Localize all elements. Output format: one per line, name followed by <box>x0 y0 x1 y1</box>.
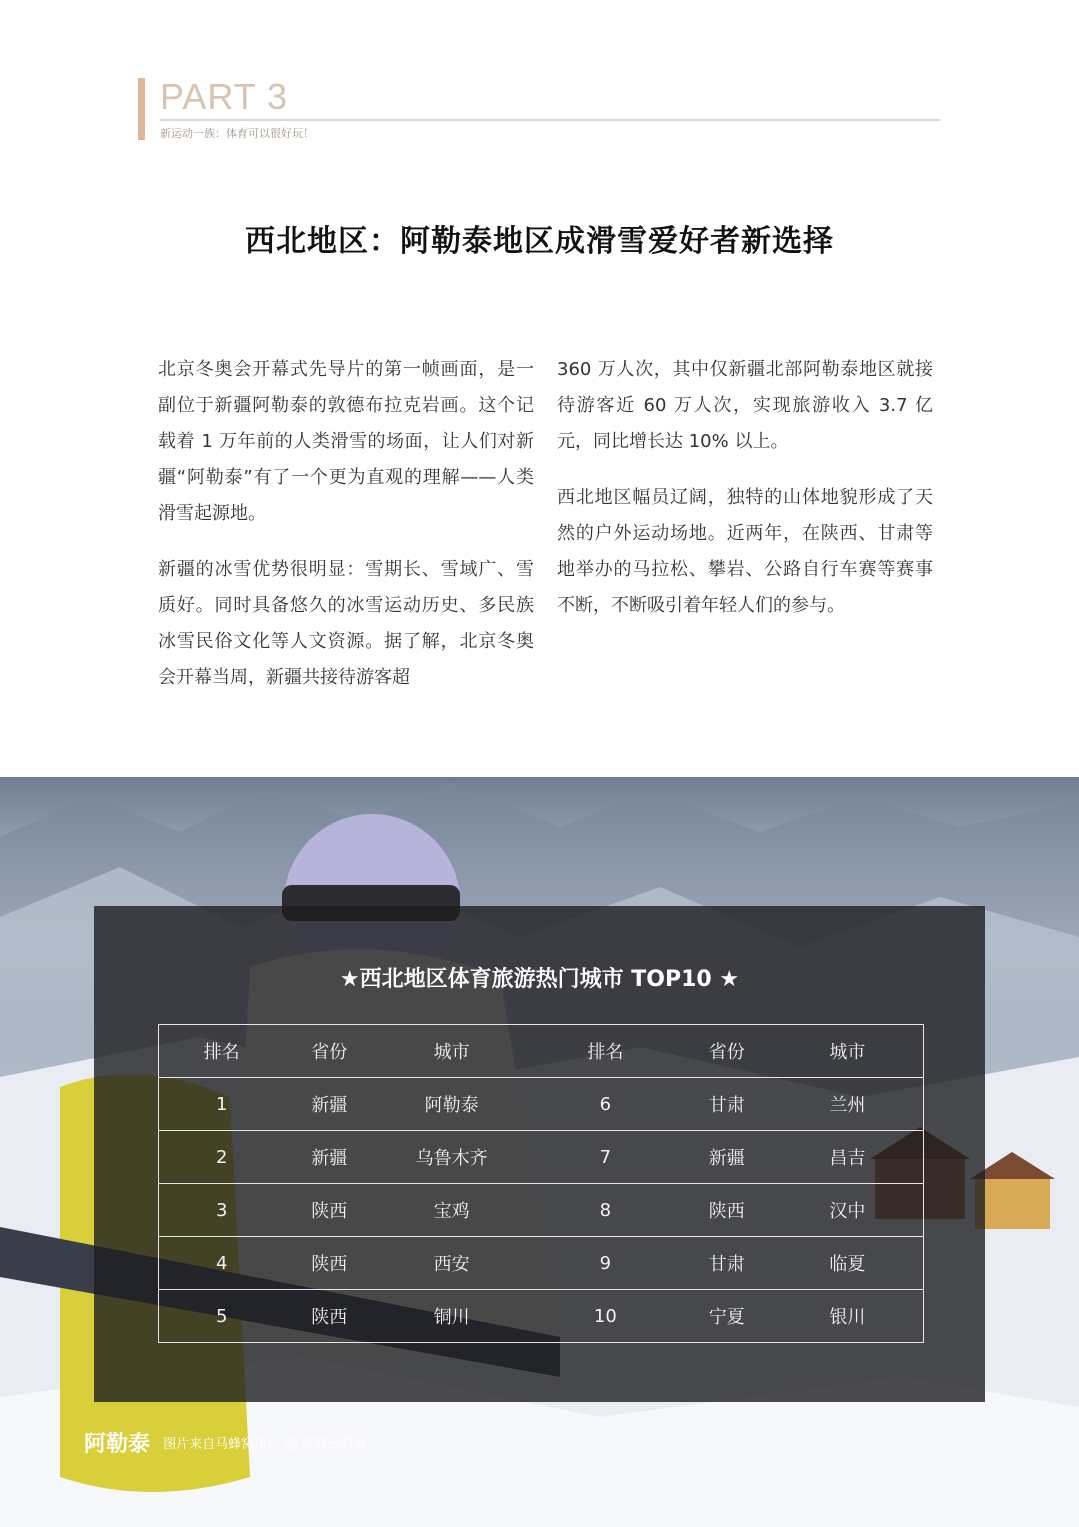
table-cell: 陕西 <box>284 1237 374 1290</box>
paragraph: 新疆的冰雪优势很明显：雪期长、雪域广、雪质好。同时具备悠久的冰雪运动历史、多民族冰雪民俗文化等人文资源。据了解，北京冬奥会开幕当周，新疆共接待游客超 <box>158 559 534 688</box>
table-cell: 临夏 <box>772 1237 924 1290</box>
table-cell: 兰州 <box>772 1078 924 1131</box>
ranking-table <box>158 1024 924 1343</box>
table-cell: 银川 <box>772 1290 924 1343</box>
text-column-right <box>557 352 933 644</box>
section-header <box>138 78 940 140</box>
table-cell: 陕西 <box>284 1184 374 1237</box>
paragraph: 360 万人次，其中仅新疆北部阿勒泰地区就接待游客近 60 万人次，实现旅游收入 3.7 亿元，同比增长达 10% 以上。 <box>557 359 933 452</box>
table-cell: 铜川 <box>374 1290 529 1343</box>
article-title: 西北地区：阿勒泰地区成滑雪爱好者新选择 <box>245 224 834 259</box>
table-cell: 昌吉 <box>772 1131 924 1184</box>
ranking-title: ★西北地区体育旅游热门城市 TOP10 ★ <box>339 967 740 992</box>
caption-credit: 图片来自马蜂窝用户 @ 骑猫去看海 <box>163 1437 367 1452</box>
table-cell: 宁夏 <box>682 1290 772 1343</box>
table-cell: 新疆 <box>682 1131 772 1184</box>
table-cell: 新疆 <box>284 1078 374 1131</box>
table-cell: 甘肃 <box>682 1078 772 1131</box>
table-cell: 1 <box>159 1078 285 1131</box>
table-cell: 甘肃 <box>682 1237 772 1290</box>
snow-mountain-photo <box>0 777 1079 1527</box>
column-header: 城市 <box>772 1025 924 1078</box>
table-cell: 陕西 <box>284 1290 374 1343</box>
text-column-left <box>158 352 534 716</box>
table-cell: 汉中 <box>772 1184 924 1237</box>
table-row <box>159 1131 924 1184</box>
table-header-row <box>159 1025 924 1078</box>
table-cell: 新疆 <box>284 1131 374 1184</box>
caption-place: 阿勒泰 <box>84 1432 151 1457</box>
table-row <box>159 1237 924 1290</box>
paragraph: 西北地区幅员辽阔，独特的山体地貌形成了天然的户外运动场地。近两年，在陕西、甘肃等地举办的马拉松、攀岩、公路自行车赛等赛事不断，不断吸引着年轻人们的参与。 <box>557 487 933 616</box>
table-cell: 2 <box>159 1131 285 1184</box>
photo-caption <box>84 1427 366 1458</box>
table-cell: 阿勒泰 <box>374 1078 529 1131</box>
ranking-panel <box>94 906 985 1402</box>
table-cell: 6 <box>529 1078 682 1131</box>
column-header: 城市 <box>374 1025 529 1078</box>
table-row <box>159 1184 924 1237</box>
part-label: PART 3 <box>160 76 289 117</box>
table-cell: 8 <box>529 1184 682 1237</box>
paragraph: 北京冬奥会开幕式先导片的第一帧画面，是一副位于新疆阿勒泰的敦德布拉克岩画。这个记载着 1 万年前的人类滑雪的场面，让人们对新疆“阿勒泰”有了一个更为直观的理解——人类滑雪起源地。 <box>158 359 534 524</box>
column-header: 排名 <box>159 1025 285 1078</box>
column-header: 省份 <box>284 1025 374 1078</box>
column-header: 省份 <box>682 1025 772 1078</box>
table-row <box>159 1078 924 1131</box>
part-subtitle: 新运动一族：体育可以很好玩！ <box>160 127 314 140</box>
table-cell: 陕西 <box>682 1184 772 1237</box>
table-cell: 7 <box>529 1131 682 1184</box>
column-header: 排名 <box>529 1025 682 1078</box>
table-cell: 宝鸡 <box>374 1184 529 1237</box>
table-cell: 4 <box>159 1237 285 1290</box>
table-cell: 10 <box>529 1290 682 1343</box>
table-cell: 3 <box>159 1184 285 1237</box>
table-cell: 西安 <box>374 1237 529 1290</box>
table-cell: 5 <box>159 1290 285 1343</box>
header-divider <box>160 119 940 121</box>
table-cell: 乌鲁木齐 <box>374 1131 529 1184</box>
table-cell: 9 <box>529 1237 682 1290</box>
accent-bar <box>138 78 145 140</box>
table-row <box>159 1290 924 1343</box>
